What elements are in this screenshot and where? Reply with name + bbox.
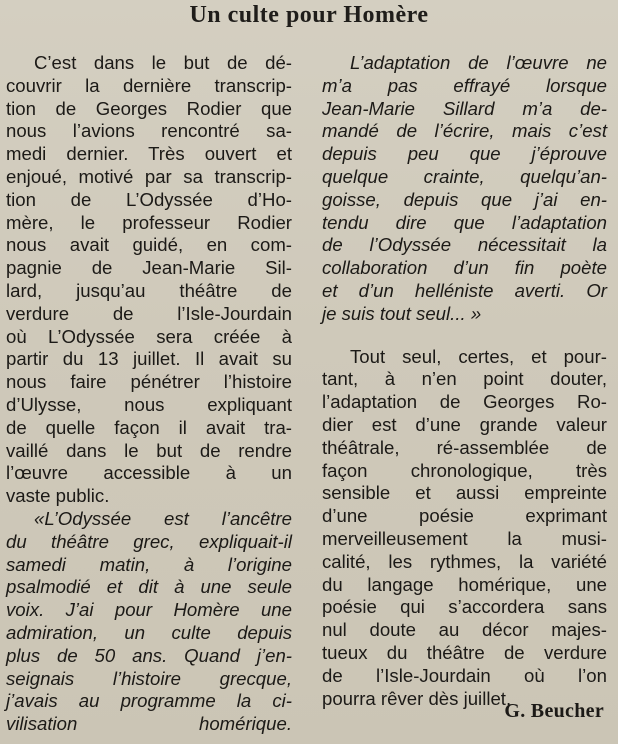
- text-line: lard, jusqu’au théâtre de: [6, 279, 292, 301]
- text-line: nous l’avions rencontré sa-: [6, 120, 292, 142]
- text-line: du langage homérique, une: [322, 573, 607, 595]
- text-line: tueux du théâtre de verdure: [322, 641, 607, 663]
- text-line: C’est dans le but de dé-: [34, 52, 292, 73]
- text-line: nul doute au décor majes-: [322, 619, 607, 641]
- text-line: l’adaptation de Georges Ro-: [322, 391, 607, 413]
- text-line: mandé de l’écrire, mais c’est: [322, 120, 607, 142]
- text-line: tion de Georges Rodier que: [6, 97, 292, 119]
- text-line: seignais l’histoire grecque,: [6, 667, 292, 689]
- text-line: dier est d’une grande valeur: [322, 413, 607, 435]
- text-line: medi dernier. Très ouvert et: [6, 143, 292, 165]
- text-line: admiration, un culte depuis: [6, 621, 292, 643]
- text-line: de l’Isle-Jourdain où l’on: [322, 664, 607, 686]
- text-line: nous faire pénétrer l’histoire: [6, 371, 292, 393]
- text-line: voix. J’ai pour Homère une: [6, 599, 292, 621]
- headline: Un culte pour Homère: [189, 2, 429, 28]
- text-line: façon chronologique, très: [322, 459, 607, 481]
- text-line: du théâtre grec, expliquait-il: [6, 530, 292, 552]
- text-line: vaillé dans le but de rendre: [6, 439, 292, 461]
- text-line: vaste public.: [6, 485, 110, 507]
- article-column-right: [322, 52, 607, 710]
- text-line: collaboration d’un fin poète: [322, 257, 607, 279]
- text-line: merveilleusement la musi-: [322, 527, 607, 549]
- text-line: m’a pas effrayé lorsque: [322, 74, 607, 96]
- text-line: goisse, depuis que j’ai en-: [322, 188, 607, 210]
- text-line: et d’un helléniste averti. Or: [322, 279, 607, 301]
- text-line: tendu dire que l’adaptation: [322, 211, 607, 233]
- text-line: pourra rêver dès juillet.: [322, 687, 512, 709]
- text-line: L’adaptation de l’œuvre ne: [350, 52, 607, 73]
- text-line: Tout seul, certes, et pour-: [350, 345, 607, 367]
- text-line: tant, à n’en point douter,: [322, 368, 607, 390]
- text-line: d’Ulysse, nous expliquant: [6, 393, 292, 415]
- text-line: sensible et aussi empreinte: [322, 482, 607, 504]
- text-line: enjoué, motivé par sa transcrip-: [6, 165, 292, 187]
- text-line: de quelle façon il avait tra-: [6, 416, 292, 438]
- text-line: j’avais au programme la ci-: [6, 690, 292, 712]
- text-line: de l’Odyssée nécessitait la: [322, 234, 607, 256]
- text-line: pagnie de Jean-Marie Sil-: [6, 257, 292, 279]
- text-line: verdure de l’Isle-Jourdain: [6, 302, 292, 324]
- text-line: couvrir la dernière transcrip-: [6, 74, 292, 96]
- text-line: je suis tout seul... »: [322, 302, 482, 324]
- text-line: d’une poésie exprimant: [322, 505, 607, 527]
- text-line: où L’Odyssée sera créée à: [6, 325, 292, 347]
- text-line: partir du 13 juillet. Il avait su: [6, 348, 292, 370]
- paragraph-gap: [322, 326, 607, 346]
- text-line: plus de 50 ans. Quand j’en-: [6, 644, 292, 666]
- text-line: théâtrale, ré-assemblée de: [322, 436, 607, 458]
- text-line: mère, le professeur Rodier: [6, 211, 292, 233]
- author-signature: G. Beucher: [504, 700, 604, 722]
- text-line: tion de L’Odyssée d’Ho-: [6, 188, 292, 210]
- text-line: calité, les rythmes, la variété: [322, 550, 607, 572]
- text-line: nous avait guidé, en com-: [6, 234, 292, 256]
- article-column-left: [6, 52, 292, 736]
- text-line: depuis peu que j’éprouve: [322, 143, 607, 165]
- text-line: l’œuvre accessible à un: [6, 462, 292, 484]
- text-line: vilisation homérique.: [6, 713, 292, 735]
- text-line: quelque crainte, quelqu’an-: [322, 165, 607, 187]
- text-line: samedi matin, à l’origine: [6, 553, 292, 575]
- text-line: Jean-Marie Sillard m’a de-: [322, 97, 607, 119]
- text-line: «L’Odyssée est l’ancêtre: [34, 507, 292, 529]
- text-line: poésie qui s’accordera sans: [322, 596, 607, 618]
- text-line: psalmodié et dit à une seule: [6, 576, 292, 598]
